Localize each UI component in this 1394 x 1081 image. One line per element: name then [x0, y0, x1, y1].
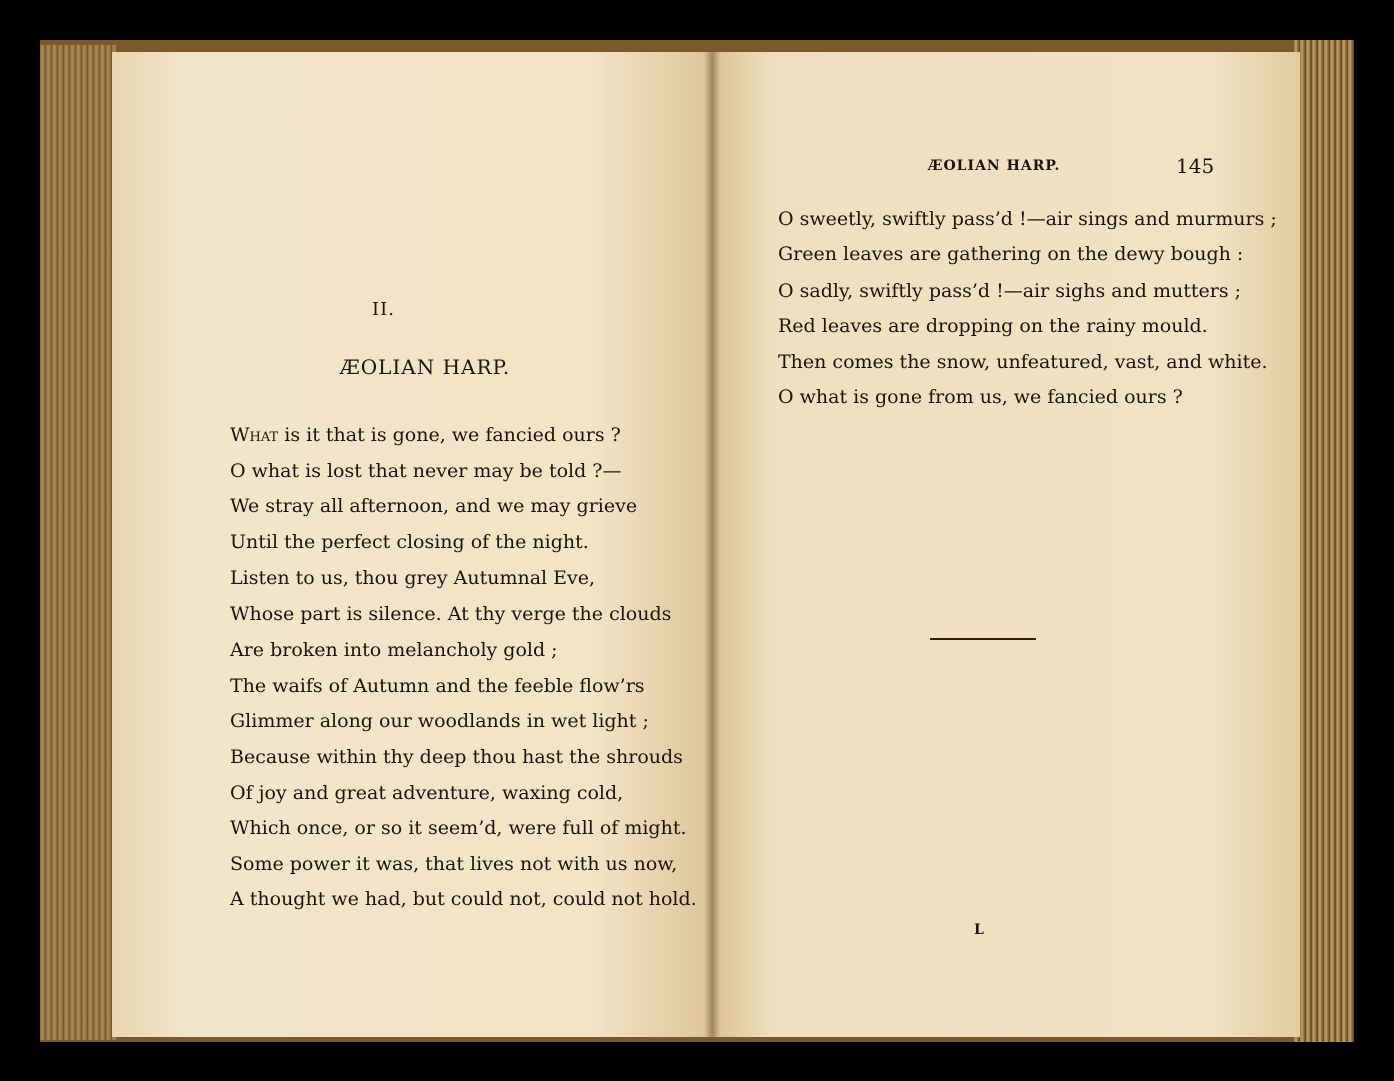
- poem-title: ÆOLIAN HARP.: [339, 355, 511, 379]
- poem-line-19: Then comes the snow, unfeatured, vast, and white.: [778, 351, 1268, 373]
- book-gutter: [704, 52, 720, 1037]
- poem-line-11: Of joy and great adventure, waxing cold,: [230, 782, 624, 804]
- poem-line-12: Which once, or so it seem’d, were full of might.: [230, 817, 687, 839]
- poem-line-1: [230, 423, 621, 447]
- section-numeral: II.: [372, 299, 395, 320]
- poem-line-16: Green leaves are gathering on the dewy bough :: [778, 243, 1244, 265]
- poem-line-3: We stray all afternoon, and we may grieve: [230, 495, 638, 517]
- left-page-edges: [40, 45, 116, 1040]
- poem-line-17: O sadly, swiftly pass’d !—air sighs and mutters ;: [778, 280, 1242, 302]
- page-number: 145: [1176, 154, 1215, 178]
- poem-line-5: Listen to us, thou grey Autumnal Eve,: [230, 567, 596, 589]
- poem-line-18: Red leaves are dropping on the rainy mould.: [778, 315, 1208, 337]
- first-line-rest: is it that is gone, we fancied ours ?: [278, 424, 621, 446]
- signature-mark: L: [974, 922, 984, 938]
- poem-line-8: The waifs of Autumn and the feeble flow’rs: [230, 675, 645, 697]
- right-page-edges: [1294, 40, 1354, 1042]
- poem-line-9: Glimmer along our woodlands in wet light ;: [230, 710, 649, 732]
- opening-word: What: [230, 424, 279, 446]
- poem-line-6: Whose part is silence. At thy verge the clouds: [230, 603, 672, 625]
- poem-line-2: O what is lost that never may be told ?—: [230, 460, 622, 482]
- poem-line-14: A thought we had, but could not, could not hold.: [230, 888, 697, 910]
- right-page: [712, 52, 1300, 1037]
- poem-line-13: Some power it was, that lives not with us now,: [230, 853, 678, 875]
- poem-line-15: O sweetly, swiftly pass’d !—air sings and murmurs ;: [778, 208, 1277, 230]
- poem-line-10: Because within thy deep thou hast the shrouds: [230, 746, 683, 768]
- poem-line-4: Until the perfect closing of the night.: [230, 531, 589, 553]
- section-divider-rule: [930, 638, 1036, 640]
- poem-line-7: Are broken into melancholy gold ;: [230, 639, 558, 661]
- running-head: ÆOLIAN HARP.: [928, 158, 1061, 174]
- poem-line-20: O what is gone from us, we fancied ours ?: [778, 386, 1183, 408]
